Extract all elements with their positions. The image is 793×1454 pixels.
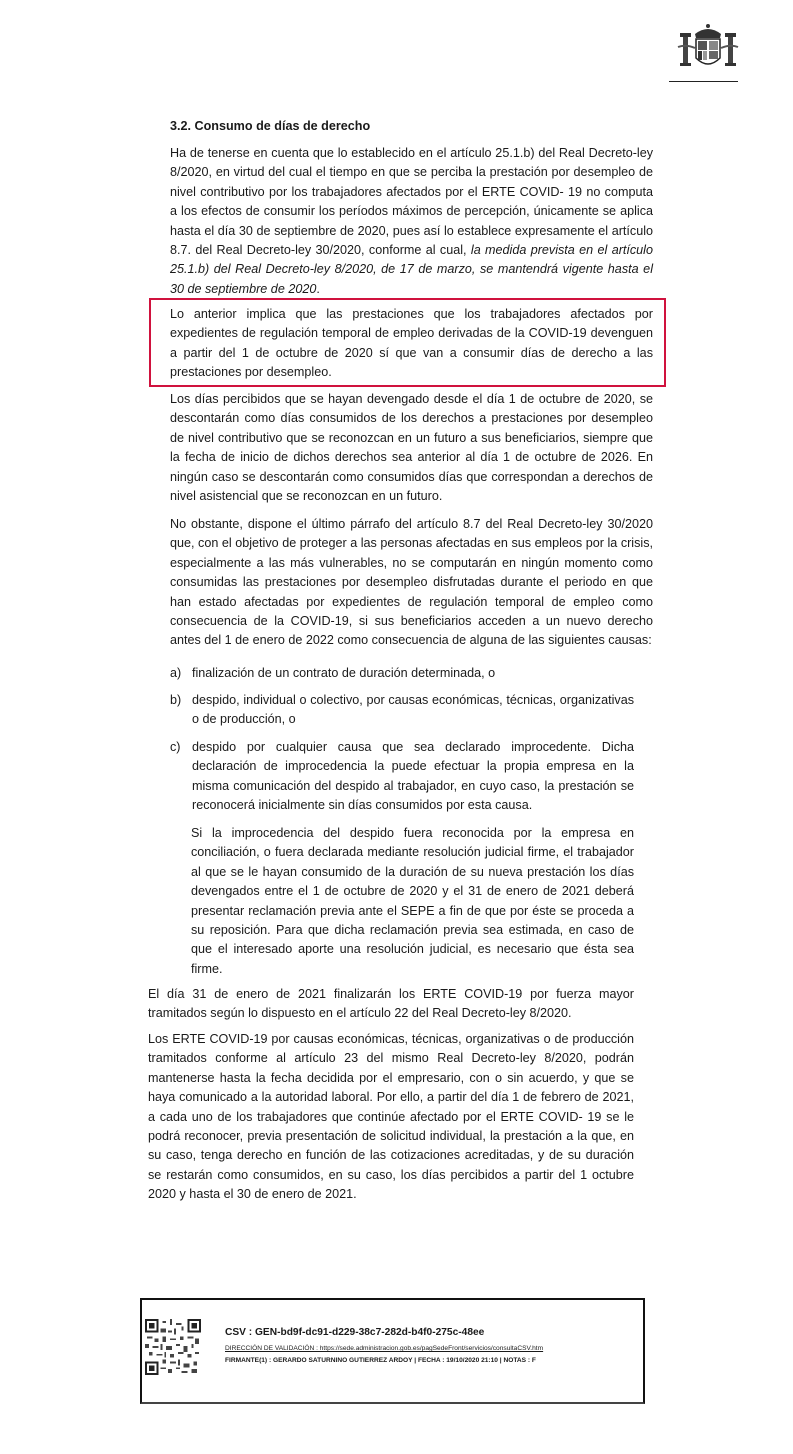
signature-footer [140,1298,645,1404]
validation-url-link[interactable]: DIRECCIÓN DE VALIDACIÓN : https://sede.administracion.gob.es/pagSedeFront/servicios/consultaCSV.htm [225,1345,544,1352]
paragraph-1 [170,144,653,299]
list-item-text: despido por cualquier causa que sea declarado improcedente. Dicha declaración de improcedencia la puede efectuar la propia empresa en la misma comunicación del despido al trabajador, en cuyo caso, la prestación se reconocerá inicialmente sin días consumidos por esta causa. [192,740,634,813]
paragraph-1-end: . [316,281,320,296]
list-item [170,738,634,816]
list-item [170,691,634,730]
qr-code-icon[interactable] [145,1319,201,1375]
paragraph-highlighted: Lo anterior implica que las prestaciones que los trabajadores afectados por expedientes de regulación temporal de empleo derivadas de la COVID-19 devenguen a partir del 1 de octubre de 2020 sí que van a consumir días de derecho a las prestaciones por desempleo. [170,307,653,380]
paragraph-3: Los días percibidos que se hayan devengado desde el día 1 de octubre de 2020, se descontarán como días consumidos de los derechos a prestaciones por desempleo de nivel contributivo que se reconozcan en un futuro a sus beneficiarios, siempre que la fecha de inicio de dichos derechos sea anterior al día 1 de octubre de 2026. En ningún caso se descontarán como consumidos días que correspondan a derechos de nivel asistencial que se reconozcan en un futuro. [170,392,653,504]
list-item-text: despido, individual o colectivo, por causas económicas, técnicas, organizativas o de producción, o [192,693,634,727]
signer-info: FIRMANTE(1) : GERARDO SATURNINO GUTIERREZ ARDOY | FECHA : 19/10/2020 21:10 | NOTAS : F [225,1357,536,1364]
list-item-label: a) [170,666,182,680]
paragraph-4: No obstante, dispone el último párrafo del artículo 8.7 del Real Decreto-ley 30/2020 que, con el objetivo de proteger a las personas afectadas en sus empleos por la crisis, especialmente a las más vulnerables, no se computarán en ningún momento como consumidas las prestaciones por desempleo disfrutadas durante el periodo en que han estado afectadas por expedientes de regulación temporal de empleo como consecuencia de la COVID-19, si sus beneficiarios acceden a un nuevo derecho antes del 1 de enero de 2022 como consecuencia de alguna de las siguientes causas: [170,517,653,648]
list-item [170,664,634,683]
csv-code: CSV : GEN-bd9f-dc91-d229-38c7-282d-b4f0-275c-48ee [225,1327,485,1338]
paragraph-sub-c: Si la improcedencia del despido fuera reconocida por la empresa en conciliación, o fuera declarada mediante resolución judicial firme, el trabajador al que se le hayan consumido de la duración de su nueva prestación los días devengados entre el 1 de octubre de 2020 y el 31 de enero de 2021 deberá presentar reclamación previa ante el SEPE a fin de que por éste se proceda a su reposición. Para que dicha reclamación previa sea estimada, en caso de que el interesado aporte una resolución judicial, es necesario que ésta sea firme. [191,826,634,976]
list-item-text: finalización de un contrato de duración determinada, o [192,666,496,680]
paragraph-7: Los ERTE COVID-19 por causas económicas, técnicas, organizativas o de producción tramitados conforme al artículo 23 del mismo Real Decreto-ley 8/2020, podrán mantenerse hasta la fecha decidida por el empresario, con o sin acuerdo, y que se haya comunicado a la autoridad laboral. Por ello, a partir del día 1 de febrero de 2021, a cada uno de los trabajadores que continúe afectado por el ERTE COVID- 19 se le podrá reconocer, previa presentación de solicitud individual, la prestación a la que, en su caso, tenga derecho en función de las cotizaciones acreditadas, y de su duración se restarán como consumidos, en su caso, los días percibidos a partir del 1 octubre 2020 y hasta el 30 de enero de 2021. [148,1032,634,1202]
paragraph-1-quote: la medida prevista en el artículo 25.1.b) del Real Decreto-ley 8/2020, de 17 de marzo, se mantendrá vigente hasta el 30 de septiembre de 2020 [170,243,653,296]
list-item-label: c) [170,740,181,754]
paragraph-1-text: Ha de tenerse en cuenta que lo establecido en el artículo 25.1.b) del Real Decreto-ley 8/2020, en virtud del cual el tiempo en que se perciba la prestación por desempleo de nivel contributivo por los trabajadores afectados por el ERTE COVID- 19 no computa a los efectos de consumir los períodos máximos de percepción, únicamente se aplica hasta el día 30 de septiembre de 2020, pues así lo establece expresamente el artículo 8.7. del Real Decreto-ley 30/2020, conforme al cual, [170,146,653,258]
paragraph-6: El día 31 de enero de 2021 finalizarán los ERTE COVID-19 por fuerza mayor tramitados según lo dispuesto en el artículo 22 del Real Decreto-ley 8/2020. [148,987,634,1021]
header-rule [669,81,738,82]
list-item-label: b) [170,693,182,707]
section-heading: 3.2. Consumo de días de derecho [170,119,371,133]
spain-coat-of-arms-icon [668,22,748,72]
